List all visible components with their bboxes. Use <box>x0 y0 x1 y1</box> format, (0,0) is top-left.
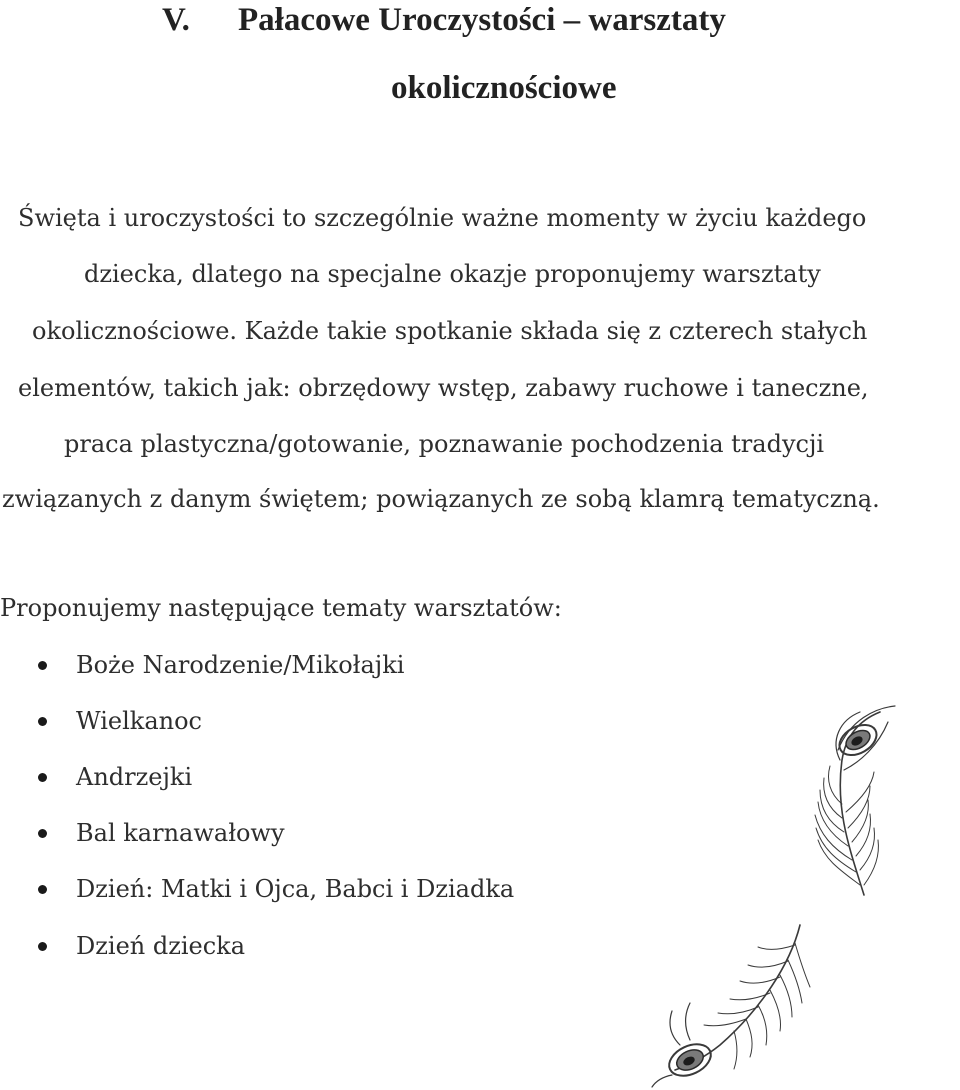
list-item-label: Dzień dziecka <box>76 932 246 960</box>
paragraph-line: związanych z danym świętem; powiązanych ze sobą klamrą tematyczną. <box>2 485 880 513</box>
paragraph-line: dziecka, dlatego na specjalne okazje proponujemy warsztaty <box>84 260 821 288</box>
paragraph-line: okolicznościowe. Każde takie spotkanie składa się z czterech stałych <box>32 317 868 345</box>
paragraph-line: praca plastyczna/gotowanie, poznawanie pochodzenia tradycji <box>64 430 825 458</box>
peacock-feather-icon <box>780 700 900 910</box>
bullet-icon <box>38 942 47 951</box>
list-item-label: Bal karnawałowy <box>76 819 285 847</box>
bullet-icon <box>38 661 47 670</box>
bullet-icon <box>38 829 47 838</box>
list-item-label: Dzień: Matki i Ojca, Babci i Dziadka <box>76 875 515 903</box>
section-number: V. <box>162 2 190 38</box>
bullet-icon <box>38 885 47 894</box>
list-item-label: Wielkanoc <box>76 707 202 735</box>
section-title-line1: Pałacowe Uroczystości – warsztaty <box>238 2 726 38</box>
paragraph-line: Święta i uroczystości to szczególnie ważne momenty w życiu każdego <box>18 204 867 232</box>
topics-intro: Proponujemy następujące tematy warsztatów: <box>0 594 562 622</box>
paragraph-line: elementów, takich jak: obrzędowy wstęp, zabawy ruchowe i taneczne, <box>18 374 869 402</box>
list-item-label: Boże Narodzenie/Mikołajki <box>76 651 405 679</box>
list-item-label: Andrzejki <box>76 763 193 791</box>
bullet-icon <box>38 717 47 726</box>
bullet-icon <box>38 773 47 782</box>
section-title-line2: okolicznościowe <box>391 70 617 106</box>
peacock-feather-icon <box>650 915 825 1090</box>
